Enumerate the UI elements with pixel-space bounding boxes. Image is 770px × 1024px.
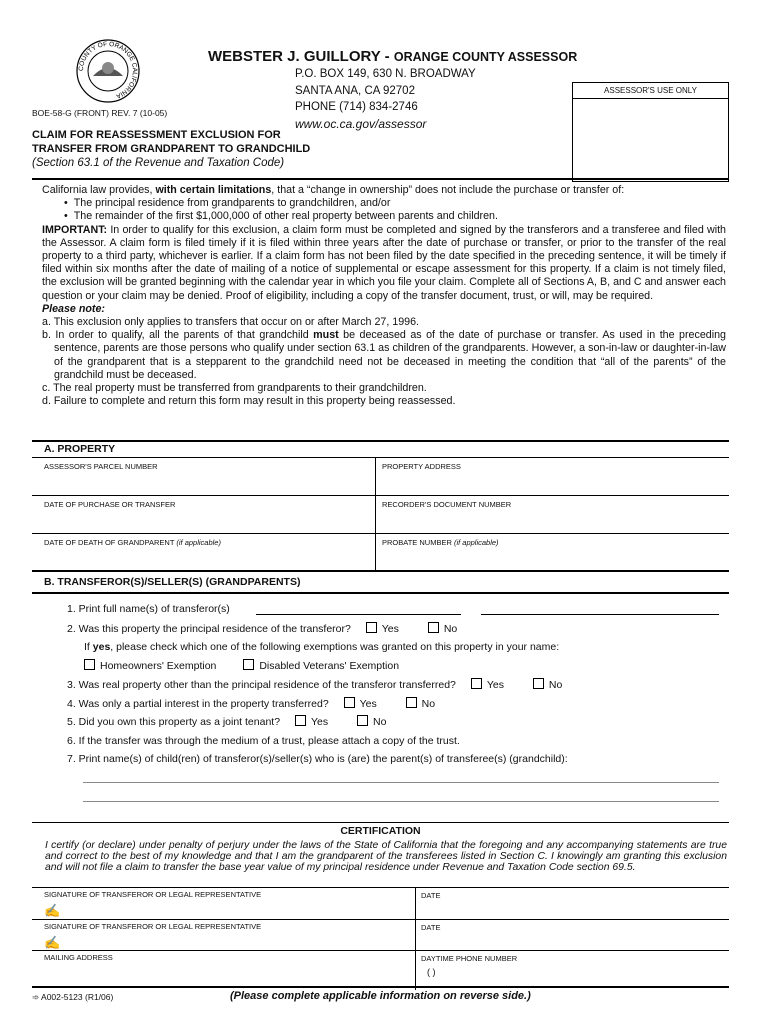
bullet-item: • The remainder of the first $1,000,000 of other real property between parents and children.	[42, 210, 726, 223]
question-7: 7. Print name(s) of child(ren) of transferor(s)/seller(s) who is (are) the parent(s) of transferee(s) (grandchild):	[67, 753, 568, 765]
claim-title: CLAIM FOR REASSESSMENT EXCLUSION FOR TRANSFER FROM GRANDPARENT TO GRANDCHILD (Section 63.1 of the Revenue and Taxation Code)	[32, 129, 311, 169]
q3-yes-checkbox[interactable]	[471, 678, 482, 689]
assessor-address: P.O. BOX 149, 630 N. BROADWAY SANTA ANA, CA 92702 PHONE (714) 834-2746 www.oc.ca.gov/assessor	[295, 68, 476, 131]
q2-no-checkbox[interactable]	[428, 622, 439, 633]
pen-icon: ✍	[44, 935, 61, 950]
question-6: 6. If the transfer was through the medium of a trust, please attach a copy of the trust.	[67, 735, 460, 747]
reverse-side-note: (Please complete applicable information on reverse side.)	[230, 990, 531, 1002]
q4-yes-checkbox[interactable]	[344, 697, 355, 708]
q3-no-checkbox[interactable]	[533, 678, 544, 689]
form-code: ➾ A002-5123 (R1/06)	[32, 992, 114, 1002]
county-seal-logo	[75, 38, 141, 104]
certification-text: I certify (or declare) under penalty of perjury under the laws of the State of California that the foregoing and any accompanying statements are true and correct to the best of my knowledge and that I am the grandparent of the transferees listed in Section C. I knowingly am granting this exclusion and will not file a claim to transfer the base year value of my principal residence under Revenue and Taxation Code section 69.5.	[45, 840, 727, 873]
question-2: 2. Was this property the principal residence of the transferor? Yes No	[67, 623, 458, 635]
question-3: 3. Was real property other than the principal residence of the transferor transferred? Yes No	[67, 679, 563, 691]
form-id: BOE-58-G (FRONT) REV. 7 (10-05)	[32, 108, 168, 118]
assessor-header-title: WEBSTER J. GUILLORY - ORANGE COUNTY ASSESSOR	[208, 48, 578, 65]
child-name-line-1[interactable]	[83, 782, 719, 783]
instructions: California law provides, with certain limitations, that a “change in ownership” does not include the purchase or transfer of: • The principal residence from grandparents to grandchildren, and/or • The remainder of the first $1,000,000 of other real property between parents and children. IMPORTANT: In order to qualify for this exclusion, a claim form must be completed and signed by the transferors and a transferee and filed with the Assessor. A claim form is filed timely if it is filed within three years after the date of purchase or transfer, or prior to the transfer of the real property to a third party, whichever is earlier. If a claim form has not been filed by the date specified in the preceding sentence, it will be timely if filed within six months after the date of mailing of a notice of supplemental or escape assessment for this property. If a claim is not timely filed, the exclusion will be granted beginning with the calendar year in which you file your claim. Complete all of Sections A, B, and C and answer each question or your claim may be denied. Proof of eligibility, including a copy of the transfer document, trust, or will, may be required. Please note: a. This exclusion only applies to transfers that occur on or after March 27, 1996. b. In order to qualify, all the parents of that grandchild must be deceased as of the date of purchase or transfer. As used in the preceding sentence, parents are those persons who qualify under section 63.1 as children of the grandparents. However, a son-in-law or daughter-in-law of the grandparent that is a stepparent to the grandchild need not be deceased in meeting the condition that “all of the parents” of the grandchild must be deceased. c. The real property must be transferred from grandparents to their grandchildren. d. Failure to complete and return this form may result in this property being reassessed.	[42, 184, 726, 408]
question-5: 5. Did you own this property as a joint tenant? Yes No	[67, 716, 387, 728]
homeowners-exemption-checkbox[interactable]	[84, 659, 95, 670]
transferor-name-line-1[interactable]	[256, 614, 461, 615]
question-1: 1. Print full name(s) of transferor(s)	[67, 603, 230, 615]
svg-text:COUNTY OF ORANGE CALIFORNIA: COUNTY OF ORANGE CALIFORNIA	[77, 40, 139, 100]
date-field-2[interactable]: DATE	[415, 920, 440, 954]
disabled-veterans-checkbox[interactable]	[243, 659, 254, 670]
question-4: 4. Was only a partial interest in the property transferred? Yes No	[67, 698, 436, 710]
q5-yes-checkbox[interactable]	[295, 715, 306, 726]
q4-no-checkbox[interactable]	[406, 697, 417, 708]
mailing-row[interactable]: MAILING ADDRESS DAYTIME PHONE NUMBER ( )	[32, 950, 729, 987]
section-a-property: A. PROPERTY ASSESSOR'S PARCEL NUMBER PROPERTY ADDRESS DATE OF PURCHASE OR TRANSFER RECORDER'S DOCUMENT NUMBER DATE OF DEATH OF GRANDPARENT (if applicable) PROBATE NUMBER (if applicable)	[32, 440, 729, 572]
parcel-number-field[interactable]: ASSESSOR'S PARCEL NUMBER	[32, 458, 375, 496]
probate-number-field[interactable]: PROBATE NUMBER (if applicable)	[375, 534, 729, 572]
section-b-transferors: B. TRANSFEROR(S)/SELLER(S) (GRANDPARENTS)	[32, 576, 729, 594]
phone-field[interactable]: DAYTIME PHONE NUMBER ( )	[415, 951, 517, 990]
q5-no-checkbox[interactable]	[357, 715, 368, 726]
pen-icon: ✍	[44, 903, 61, 918]
bullet-item: • The principal residence from grandparents to grandchildren, and/or	[42, 197, 726, 210]
q2-followup: If yes, please check which one of the following exemptions was granted on this property in your name:	[84, 641, 560, 653]
transferor-name-line-2[interactable]	[481, 614, 719, 615]
q2-yes-checkbox[interactable]	[366, 622, 377, 633]
website-link[interactable]: www.oc.ca.gov/assessor	[295, 116, 427, 131]
death-date-field[interactable]: DATE OF DEATH OF GRANDPARENT (if applicable)	[32, 534, 375, 572]
arrow-right-icon: ➾	[32, 992, 40, 1002]
assessors-use-box: ASSESSOR'S USE ONLY	[572, 82, 729, 182]
divider	[32, 986, 729, 988]
certification-title: CERTIFICATION	[32, 822, 729, 837]
child-name-line-2[interactable]	[83, 801, 719, 802]
purchase-date-field[interactable]: DATE OF PURCHASE OR TRANSFER	[32, 496, 375, 534]
property-address-field[interactable]: PROPERTY ADDRESS	[375, 458, 729, 496]
date-field-1[interactable]: DATE	[415, 888, 440, 922]
signature-row-1[interactable]: SIGNATURE OF TRANSFEROR OR LEGAL REPRESENTATIVE ✍ DATE	[32, 887, 729, 919]
signature-row-2[interactable]: SIGNATURE OF TRANSFEROR OR LEGAL REPRESENTATIVE ✍ DATE	[32, 919, 729, 951]
divider	[32, 178, 728, 180]
exemption-options: Homeowners' Exemption Disabled Veterans' Exemption	[72, 659, 399, 672]
recorder-doc-field[interactable]: RECORDER'S DOCUMENT NUMBER	[375, 496, 729, 534]
